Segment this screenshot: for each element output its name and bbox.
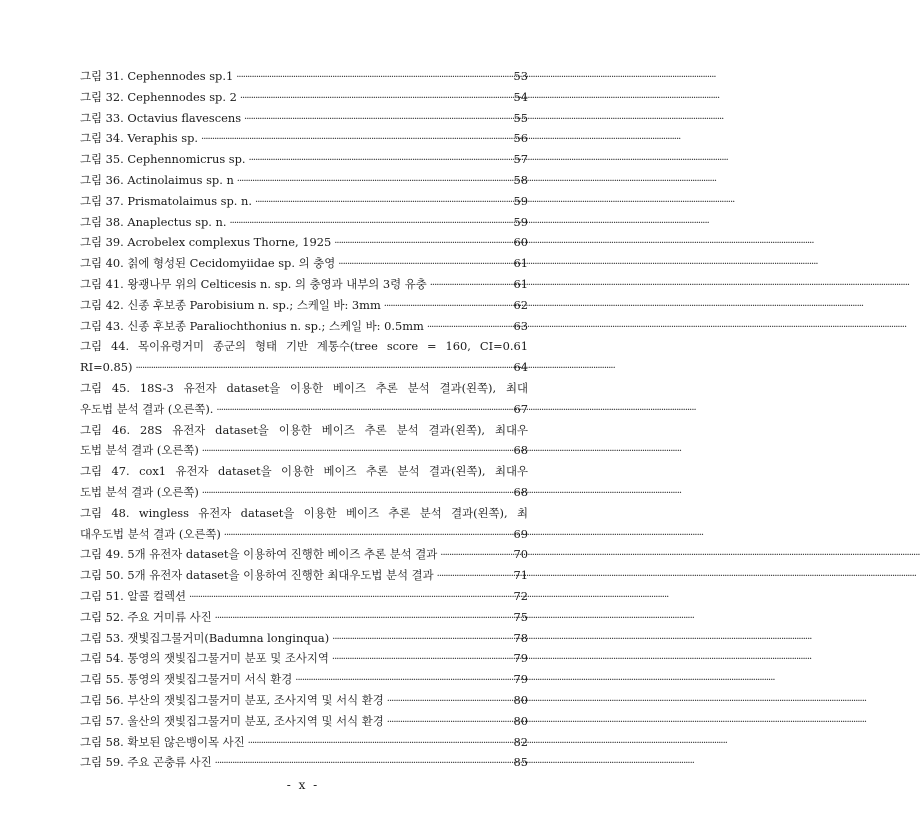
- toc-entry[interactable]: [80, 149, 528, 170]
- dot-leader: [230, 212, 511, 235]
- toc-entry-page-number: 63: [513, 318, 528, 333]
- toc-entry-page-number: 78: [513, 630, 528, 645]
- toc-entry-page-number: 61: [513, 256, 528, 271]
- toc-entry-row: [80, 108, 528, 129]
- dot-leader: [387, 690, 511, 713]
- toc-entry-title: 그림 58. 확보된 않은뱅이목 사진: [80, 734, 245, 749]
- toc-entry-title: 그림 43. 신종 후보종 Paraliochthonius n. sp.; 스케일 바: 0.5mm: [80, 318, 424, 333]
- toc-entry[interactable]: [80, 565, 528, 586]
- toc-entry-page-number: 80: [513, 692, 528, 707]
- toc-entry-title: 그림 33. Octavius flavescens: [80, 110, 242, 125]
- dot-leader: [427, 316, 511, 339]
- toc-entry-page-number: 79: [513, 651, 528, 666]
- toc-entry-title: 그림 39. Acrobelex complexus Thorne, 1925: [80, 235, 332, 250]
- toc-entry-row: [80, 711, 528, 732]
- toc-entry-title: RI=0.85): [80, 360, 133, 375]
- toc-entry-row: [80, 752, 528, 773]
- toc-entry-title: 그림 53. 잿빛집그물거미(Badumna longinqua): [80, 630, 330, 645]
- toc-entry-title: 그림 52. 주요 거미류 사진: [80, 609, 212, 624]
- toc-entry-title: 우도법 분석 결과 (오른쪽).: [80, 401, 214, 416]
- toc-entry-title: 도법 분석 결과 (오른쪽): [80, 484, 199, 499]
- toc-entry-row: [80, 399, 528, 420]
- toc-entry[interactable]: [80, 586, 528, 607]
- toc-entry-page-number: 72: [513, 588, 528, 603]
- toc-entry-row: [80, 66, 528, 87]
- dot-leader: [224, 524, 511, 547]
- toc-entry[interactable]: [80, 607, 528, 628]
- dot-leader: [334, 232, 510, 255]
- toc-entry-row: [80, 690, 528, 711]
- toc-entry[interactable]: [80, 690, 528, 711]
- toc-entry-row: [80, 669, 528, 690]
- toc-entry-title: 그림 31. Cephennodes sp.1: [80, 69, 234, 83]
- toc-entry-page-number: 57: [513, 152, 528, 167]
- toc-entry-row: [80, 732, 528, 753]
- toc-entry-row: [80, 212, 528, 233]
- toc-entry-title-line: 그림 47. cox1 유전자 dataset을 이용한 베이즈 추론 분석 결과(왼쪽), 최대우: [80, 464, 528, 479]
- dot-leader: [295, 669, 510, 692]
- toc-entry-row: [80, 628, 528, 649]
- toc-entry[interactable]: [80, 732, 528, 753]
- dot-leader: [387, 711, 511, 734]
- dot-leader: [216, 399, 510, 422]
- toc-entry-page-number: 59: [513, 214, 528, 229]
- toc-entry-title: 그림 55. 통영의 잿빛집그물거미 서식 환경: [80, 672, 293, 687]
- toc-entry-page-number: 70: [513, 547, 528, 562]
- toc-entry-page-number: 80: [513, 713, 528, 728]
- toc-entry[interactable]: [80, 212, 528, 233]
- toc-entry-page-number: 56: [513, 131, 528, 146]
- toc-entry-title: 그림 40. 칡에 형성된 Cecidomyiidae sp. 의 충영: [80, 256, 336, 271]
- toc-entry-row: [80, 544, 528, 565]
- toc-entry-page-number: 71: [513, 568, 528, 583]
- toc-entry[interactable]: [80, 628, 528, 649]
- toc-entry-page-number: 60: [513, 235, 528, 250]
- toc-entry-page-number: 61: [513, 276, 528, 291]
- toc-entry-row: [80, 232, 528, 253]
- toc-entry[interactable]: [80, 316, 528, 337]
- toc-entry-title-line: 그림 44. 목이유령거미 종군의 형태 기반 계통수(tree score = 160, CI=0.61: [80, 339, 528, 354]
- toc-entry-page-number: 62: [513, 297, 528, 312]
- toc-entry-title-line: 그림 48. wingless 유전자 dataset을 이용한 베이즈 추론 분석 결과(왼쪽), 최: [80, 505, 528, 520]
- toc-entry-page-number: 85: [513, 755, 528, 770]
- toc-entry-page-number: 67: [513, 401, 528, 416]
- dot-leader: [248, 732, 511, 755]
- toc-entry-row: [80, 191, 528, 212]
- toc-entry-row: [80, 87, 528, 108]
- toc-entry-row: [80, 607, 528, 628]
- table-of-figures: [80, 66, 528, 773]
- dot-leader: [240, 87, 511, 110]
- toc-entry-title: 그림 49. 5개 유전자 dataset을 이용하여 진행한 베이즈 추론 분석 결과: [80, 547, 438, 562]
- toc-entry-row: [80, 253, 528, 274]
- toc-entry-page-number: 54: [513, 89, 528, 104]
- dot-leader: [244, 108, 510, 131]
- toc-entry[interactable]: [80, 128, 528, 149]
- toc-entry-title-line: 그림 46. 28S 유전자 dataset을 이용한 베이즈 추론 분석 결과(왼쪽), 최대우: [80, 422, 528, 437]
- dot-leader: [189, 586, 510, 609]
- toc-entry-title: 그림 51. 알콜 컬렉션: [80, 588, 187, 603]
- toc-entry-title: 그림 34. Veraphis sp.: [80, 131, 199, 146]
- dot-leader: [440, 544, 510, 567]
- toc-entry-title: 그림 56. 부산의 잿빛집그물거미 분포, 조사지역 및 서식 환경: [80, 692, 384, 707]
- toc-entry-page-number: 82: [513, 734, 528, 749]
- toc-entry[interactable]: [80, 170, 528, 191]
- toc-entry[interactable]: [80, 253, 528, 274]
- toc-entry-row: [80, 482, 528, 503]
- toc-entry[interactable]: [80, 87, 528, 108]
- dot-leader: [249, 149, 511, 172]
- toc-entry-title: 그림 50. 5개 유전자 dataset을 이용하여 진행한 최대우도법 분석 결과: [80, 568, 434, 583]
- dot-leader: [255, 191, 510, 214]
- toc-entry-row: [80, 170, 528, 191]
- toc-entry-page-number: 58: [513, 172, 528, 187]
- page-number-footer: - x -: [286, 778, 320, 792]
- toc-entry-title: 그림 35. Cephennomicrus sp.: [80, 152, 246, 167]
- dot-leader: [202, 440, 511, 463]
- toc-entry[interactable]: [80, 544, 528, 565]
- toc-entry-title: 도법 분석 결과 (오른쪽): [80, 443, 199, 458]
- toc-entry-row: [80, 357, 528, 378]
- toc-entry[interactable]: [80, 191, 528, 212]
- toc-entry-page-number: 68: [513, 484, 528, 499]
- toc-entry[interactable]: [80, 711, 528, 732]
- toc-entry-title: 그림 59. 주요 곤충류 사진: [80, 755, 212, 770]
- dot-leader: [338, 253, 510, 276]
- toc-entry-title-line: 그림 45. 18S-3 유전자 dataset을 이용한 베이즈 추론 분석 결과(왼쪽), 최대: [80, 380, 528, 395]
- toc-entry-row: [80, 440, 528, 461]
- toc-entry-row: [80, 316, 528, 337]
- toc-entry[interactable]: [80, 648, 528, 669]
- toc-entry[interactable]: [80, 232, 528, 253]
- toc-entry-page-number: 55: [513, 110, 528, 125]
- dot-leader: [332, 628, 510, 651]
- toc-entry[interactable]: [80, 336, 528, 378]
- toc-entry-title: 그림 57. 울산의 잿빛집그물거미 분포, 조사지역 및 서식 환경: [80, 713, 384, 728]
- dot-leader: [384, 295, 511, 318]
- toc-entry-page-number: 69: [513, 526, 528, 541]
- toc-entry-title: 그림 32. Cephennodes sp. 2: [80, 89, 237, 104]
- dot-leader: [202, 482, 511, 505]
- toc-entry-row: [80, 149, 528, 170]
- toc-entry-page-number: 75: [513, 609, 528, 624]
- toc-entry-row: [80, 274, 528, 295]
- toc-entry-page-number: 68: [513, 443, 528, 458]
- toc-entry-row: [80, 295, 528, 316]
- toc-entry-page-number: 79: [513, 672, 528, 687]
- toc-entry-title: 그림 54. 통영의 잿빛집그물거미 분포 및 조사지역: [80, 651, 329, 666]
- toc-entry[interactable]: [80, 420, 528, 462]
- toc-entry-title: 그림 38. Anaplectus sp. n.: [80, 214, 227, 229]
- toc-entry-row: [80, 524, 528, 545]
- dot-leader: [135, 357, 510, 380]
- dot-leader: [201, 128, 510, 151]
- toc-entry[interactable]: [80, 503, 528, 545]
- toc-entry-row: [80, 565, 528, 586]
- toc-entry-title: 그림 37. Prismatolaimus sp. n.: [80, 193, 253, 208]
- toc-entry-title: 그림 36. Actinolaimus sp. n: [80, 172, 234, 187]
- toc-entry[interactable]: [80, 752, 528, 773]
- toc-entry[interactable]: [80, 669, 528, 690]
- toc-entry-page-number: 53: [513, 69, 528, 83]
- dot-leader: [332, 648, 511, 671]
- toc-entry-row: [80, 128, 528, 149]
- dot-leader: [236, 66, 510, 89]
- toc-entry[interactable]: [80, 461, 528, 503]
- toc-entry-title: 그림 41. 왕괭나무 위의 Celticesis n. sp. 의 충영과 내부의 3령 유충: [80, 276, 427, 291]
- dot-leader: [237, 170, 511, 193]
- dot-leader: [215, 752, 511, 775]
- toc-entry[interactable]: [80, 378, 528, 420]
- toc-entry-page-number: 59: [513, 193, 528, 208]
- toc-entry-title: 그림 42. 신종 후보종 Parobisium n. sp.; 스케일 바: 3mm: [80, 297, 381, 312]
- toc-entry[interactable]: [80, 108, 528, 129]
- toc-entry[interactable]: [80, 66, 528, 87]
- dot-leader: [437, 565, 511, 588]
- toc-entry-page-number: 64: [513, 360, 528, 375]
- dot-leader: [430, 274, 511, 297]
- toc-entry[interactable]: [80, 274, 528, 295]
- toc-entry-title: 대우도법 분석 결과 (오른쪽): [80, 526, 221, 541]
- toc-entry-row: [80, 586, 528, 607]
- toc-entry-row: [80, 648, 528, 669]
- toc-entry[interactable]: [80, 295, 528, 316]
- dot-leader: [215, 607, 511, 630]
